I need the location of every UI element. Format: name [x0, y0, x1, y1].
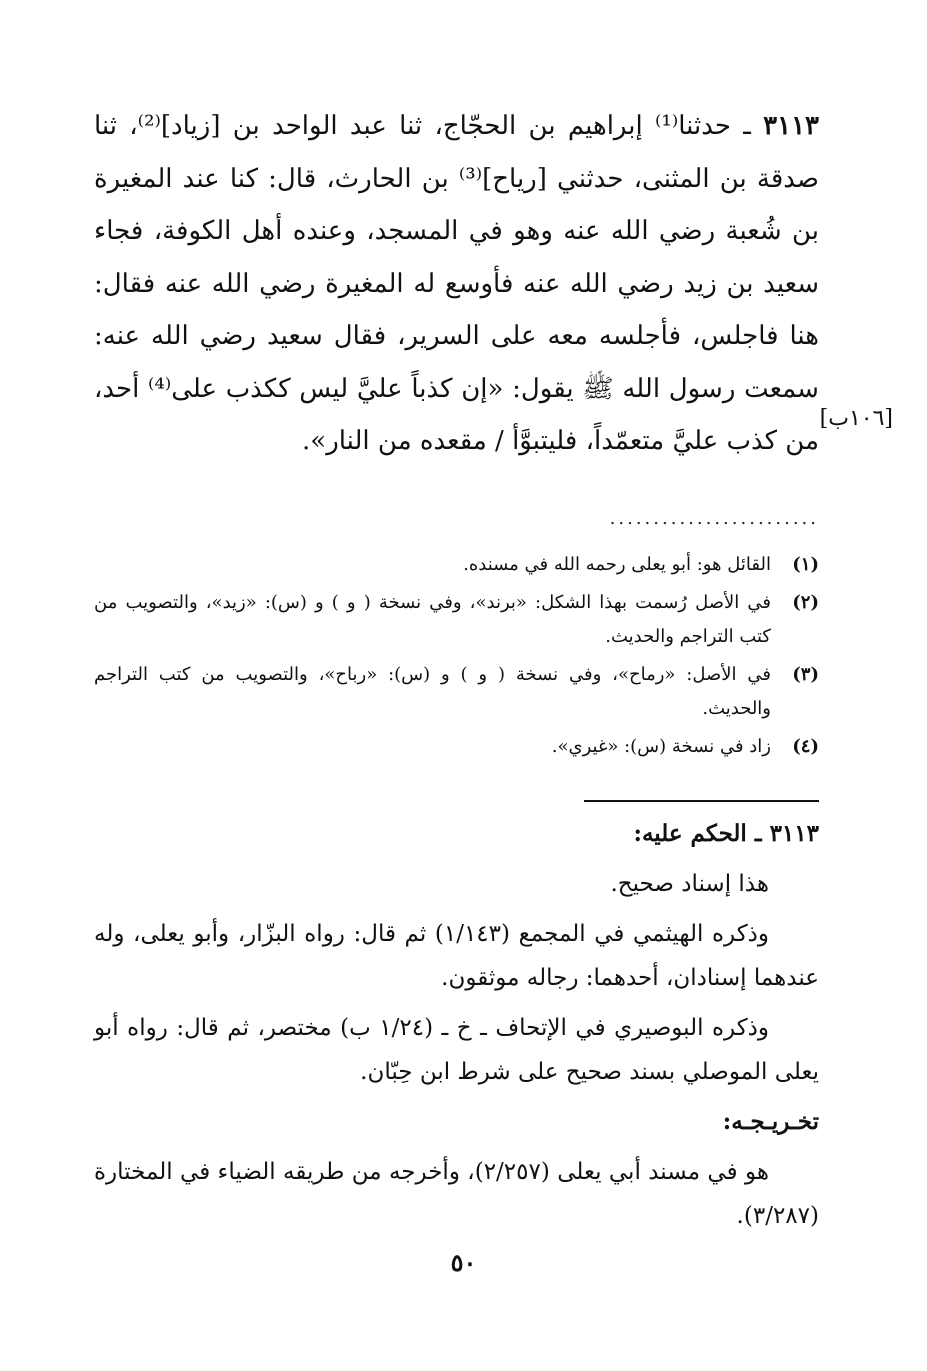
footnotes [94, 548, 819, 768]
footnote-text: القائل هو: أبو يعلى رحمه الله في مسنده. [463, 554, 771, 575]
footnote-separator-dots: ........................ [609, 508, 819, 529]
takhrij-heading: تخـريـجـه: [722, 1108, 819, 1135]
footnote-text: زاد في نسخة (س): «غيري». [551, 736, 771, 757]
footnote-number: (٢) [792, 592, 819, 613]
hadith-body: ـ حدثنا⁽¹⁾ إبراهيم بن الحجّاج، ثنا عبد الواحد بن [زياد]⁽²⁾، ثنا صدقة بن المثنى، حدثني [رياح]⁽³⁾ بن الحارث، قال: كنا عند المغيرة بن شُعبة رضي الله عنه وهو في المسجد، وعنده أهل الكوفة، فجاء سعيد بن زيد رضي الله عنه فأوسع له المغيرة رضي الله عنه فقال: هنا فاجلس، فأجلسه معه على السرير، فقال سعيد رضي الله عنه: سمعت رسول الله ﷺ يقول: «إن كذباً عليَّ ليس ككذب على⁽⁴⁾ أحد، من كذب عليَّ متعمّداً، فليتبوَّأ / مقعده من النار». [94, 111, 820, 456]
footnote-item [94, 548, 819, 582]
footnote-number: (٤) [792, 736, 819, 757]
page-number: ٥٠ [450, 1248, 477, 1277]
footnote-text: في الأصل: «رماح»، وفي نسخة ( و ) و (س): «رباح»، والتصويب من كتب التراجم والحديث. [94, 664, 771, 719]
ruling-text: هذا إسناد صحيح. [610, 871, 769, 897]
folio-marker: [١٠٦ب] [819, 406, 893, 431]
commentary-section [94, 812, 819, 1244]
footnote-number: (١) [792, 554, 819, 575]
commentary-paragraph: وذكره البوصيري في الإتحاف ـ خ ـ (١/٢٤ ب) مختصر، ثم قال: رواه أبو يعلى الموصلي بسند صحيح على شرط ابن حِبّان. [94, 1015, 819, 1085]
hadith-paragraph [94, 100, 819, 468]
commentary-paragraph: وذكره الهيثمي في المجمع (١/١٤٣) ثم قال: رواه البزّار، وأبو يعلى، وله عندهما إسنادان، أحدهما: رجاله موثقون. [94, 921, 819, 991]
takhrij-text: هو في مسند أبي يعلى (٢/٢٥٧)، وأخرجه من طريقه الضياء في المختارة (٣/٢٨٧). [94, 1159, 819, 1229]
hadith-text [94, 100, 819, 468]
footnote-text: في الأصل رُسمت بهذا الشكل: «برند»، وفي نسخة ( و ) و (س): «زيد»، والتصويب من كتب التراجم والحديث. [94, 592, 771, 647]
footnote-item [94, 658, 819, 726]
section-divider [584, 800, 819, 802]
hadith-number: ٣١١٣ [763, 111, 819, 141]
footnote-item [94, 730, 819, 764]
footnote-number: (٣) [792, 664, 819, 685]
footnote-item [94, 586, 819, 654]
ruling-heading: ٣١١٣ ـ الحكم عليه: [633, 820, 819, 847]
